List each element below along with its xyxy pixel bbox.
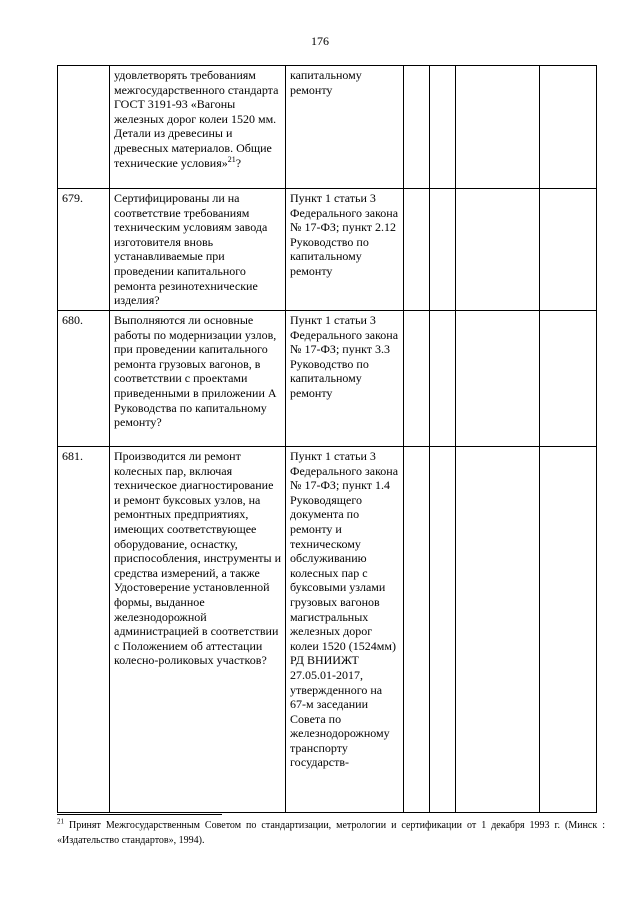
- not-applicable-cell: [456, 66, 540, 189]
- legal-reference: Пункт 1 статьи 3 Федерального закона № 17-ФЗ; пункт 1.4 Руководящего документа по ремонту и техническому обслуживанию колесных пар с буксовыми узлами грузовых вагонов магистральных железных дорог колеи 1520 (1524мм) РД ВНИИЖТ 27.05.01-2017, утвержденного на 67-м заседании Совета по железнодорожному транспорту государств-: [286, 447, 404, 813]
- not-applicable-cell: [456, 189, 540, 311]
- legal-reference: Пункт 1 статьи 3 Федерального закона № 17-ФЗ; пункт 2.12 Руководство по капитальному ремонту: [286, 189, 404, 311]
- answer-yes-cell: [404, 66, 430, 189]
- footnote-ref: 21: [227, 154, 236, 164]
- answer-no-cell: [430, 311, 456, 447]
- footnote-divider: [57, 814, 222, 815]
- question-text: Сертифицированы ли на соответствие требованиям техническим условиям завода изготовителя вновь устанавливаемые при проведении капитального ремонта резинотехнические изделия?: [110, 189, 286, 311]
- question-text: Производится ли ремонт колесных пар, включая техническое диагностирование и ремонт буксовых узлов, на ремонтных предприятиях, имеющих соответствующее оборудование, оснастку, приспособления, инструменты и средства измерений, а также Удостоверение установленной формы, выданное железнодорожной администрацией в соответствии с Положением об аттестации колесно-роликовых участков?: [110, 447, 286, 813]
- row-number: [58, 66, 110, 189]
- notes-cell: [540, 447, 597, 813]
- answer-yes-cell: [404, 189, 430, 311]
- legal-reference: капитальному ремонту: [286, 66, 404, 189]
- notes-cell: [540, 311, 597, 447]
- notes-cell: [540, 66, 597, 189]
- answer-no-cell: [430, 189, 456, 311]
- page-number: 176: [311, 34, 329, 48]
- table-row: [58, 66, 597, 189]
- row-number: 681.: [58, 447, 110, 813]
- table-row: [58, 447, 597, 813]
- question-text: удовлетворять требованиям межгосударственного стандарта ГОСТ 3191-93 «Вагоны железных дорог колеи 1520 мм. Детали из древесины и древесных материалов. Общие технические условия»$^{21}$?: [110, 66, 286, 189]
- not-applicable-cell: [456, 311, 540, 447]
- row-number: 679.: [58, 189, 110, 311]
- answer-no-cell: [430, 447, 456, 813]
- footnote-marker: 21: [57, 817, 64, 826]
- answer-yes-cell: [404, 311, 430, 447]
- question-text: Выполняются ли основные работы по модернизации узлов, при проведении капитального ремонта грузовых вагонов, в соответствии с проектами приведенными в приложении А Руководства по капитальному ремонту?: [110, 311, 286, 447]
- notes-cell: [540, 189, 597, 311]
- table-row: [58, 189, 597, 311]
- footnote: [57, 818, 605, 848]
- checklist-table: [57, 65, 597, 813]
- table-row: [58, 311, 597, 447]
- not-applicable-cell: [456, 447, 540, 813]
- answer-yes-cell: [404, 447, 430, 813]
- legal-reference: Пункт 1 статьи 3 Федерального закона № 17-ФЗ; пункт 3.3 Руководство по капитальному ремонту: [286, 311, 404, 447]
- row-number: 680.: [58, 311, 110, 447]
- footnote-text: Принят Межгосударственным Советом по стандартизации, метрологии и сертификации от 1 декабря 1993 г. (Минск : «Издательство стандартов», 1994).: [57, 820, 605, 846]
- answer-no-cell: [430, 66, 456, 189]
